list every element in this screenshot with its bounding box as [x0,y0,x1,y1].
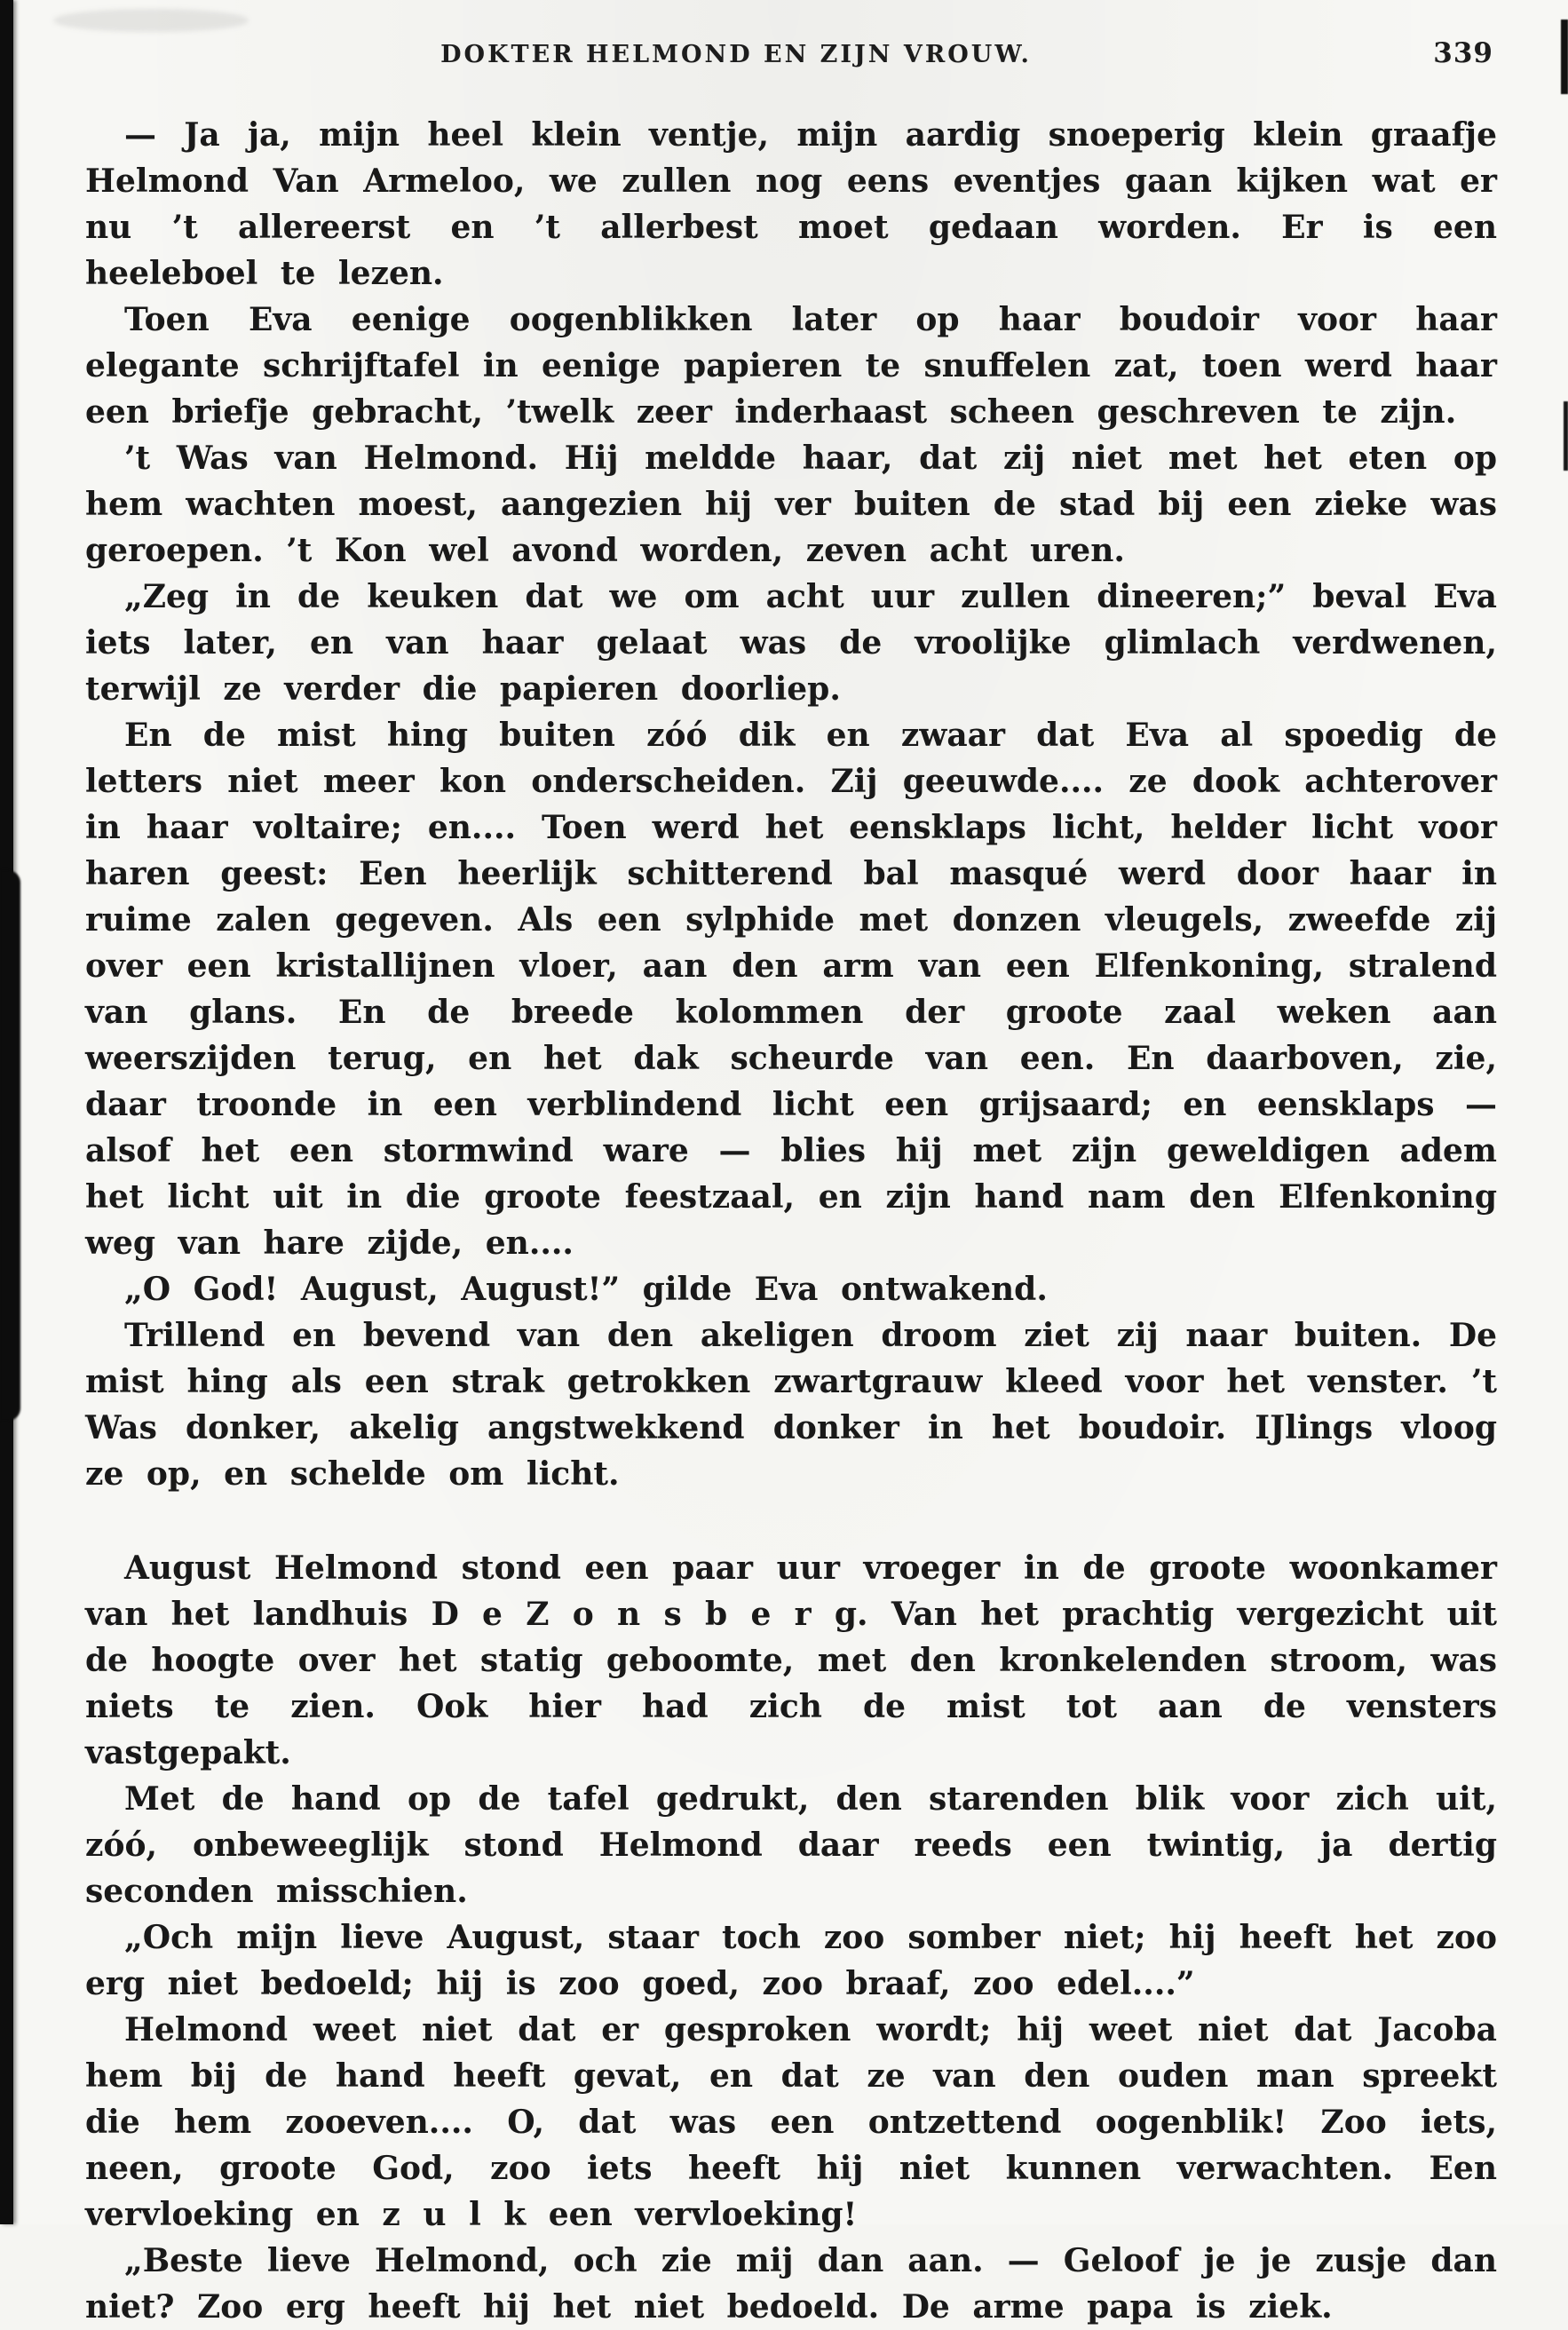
paragraph-12: „Beste lieve Helmond, och zie mij dan aan. — Geloof je je zusje dan niet? Zoo erg heeft hij het niet bedoeld. De arme papa is ziek. [85,2242,1497,2326]
paragraph-6: „O God! August, August!” gilde Eva ontwakend. [124,1271,1048,1308]
paragraph-4: „Zeg in de keuken dat we om acht uur zullen dineeren;” beval Eva iets later, en van haar gelaat was de vroolijke glimlach verdwenen, terwijl ze verder die papieren doorliep. [85,578,1497,708]
section-break [85,1497,1497,1545]
paragraph-7: Trillend en bevend van den akeligen droom ziet zij naar buiten. De mist hing als een strak getrokken zwartgrauw kleed voor het venster. ’t Was donker, akelig angstwekkend donker in het boudoir. IJlings vloog ze op, en schelde om licht. [85,1317,1497,1493]
page-header [85,37,1493,76]
paragraph-1: — Ja ja, mijn heel klein ventje, mijn aardig snoeperig klein graafje Helmond Van Armeloo, we zullen nog eens eventjes gaan kijken wat er nu ’t allereerst en ’t allerbest moet gedaan worden. Er is een heeleboel te lezen. [85,116,1497,292]
paragraph-11: Helmond weet niet dat er gesproken wordt; hij weet niet dat Jacoba hem bij de hand heeft gevat, en dat ze van den ouden man spreekt die hem zooeven.... O, dat was een ontzettend oogenblik! Zoo iets, neen, groote God, zoo iets heeft hij niet kunnen verwachten. Een vervloeking en z u l k een vervloeking! [85,2011,1497,2233]
page-number: 339 [1433,37,1493,69]
paragraph-10: „Och mijn lieve August, staar toch zoo somber niet; hij heeft het zoo erg niet bedoeld; hij is zoo goed, zoo braaf, zoo edel....” [85,1919,1497,2002]
paragraph-5: En de mist hing buiten zóó dik en zwaar dat Eva al spoedig de letters niet meer kon onderscheiden. Zij geeuwde.... ze dook achterover in haar voltaire; en.... Toen werd het eensklaps licht, helder licht voor haren geest: Een heerlijk schitterend bal masqué werd door haar in ruime zalen gegeven. Als een sylphide met donzen vleugels, zweefde zij over een kristallijnen vloer, aan den arm van een Elfenkoning, stralend van glans. En de breede kolommen der groote zaal weken aan weerszijden terug, en het dak scheurde van een. En daarboven, zie, daar troonde in een verblindend licht een grijsaard; en eensklaps — alsof het een stormwind ware — blies hij met zijn geweldigen adem het licht uit in die groote feestzaal, en zijn hand nam den Elfenkoning weg van hare zijde, en.... [85,717,1497,1262]
scan-artifact-right-edge [1564,401,1568,471]
paragraph-2: Toen Eva eenige oogenblikken later op haar boudoir voor haar elegante schrijftafel in eenige papieren te snuffelen zat, toen werd haar een briefje gebracht, ’twelk zeer inderhaast scheen geschreven te zijn. [85,301,1497,431]
paragraph-8: August Helmond stond een paar uur vroeger in de groote woonkamer van het landhuis D e Z o n s b e r g. Van het prachtig vergezicht uit de hoogte over het statig geboomte, met den kronkelenden stroom, was niets te zien. Ook hier had zich de mist tot aan de vensters vastgepakt. [85,1549,1497,1771]
scan-artifact-top-smudge [53,9,249,32]
paragraph-9: Met de hand op de tafel gedrukt, den starenden blik voor zich uit, zóó, onbeweeglijk stond Helmond daar reeds een twintig, ja dertig seconden misschien. [85,1780,1497,1910]
body-text [85,112,1497,2330]
scan-artifact-left-bulge [0,870,20,1421]
paragraph-3: ’t Was van Helmond. Hij meldde haar, dat zij niet met het eten op hem wachten moest, aangezien hij ver buiten de stad bij een zieke was geroepen. ’t Kon wel avond worden, zeven acht uren. [85,440,1497,569]
scan-artifact-top-right [1561,20,1568,94]
running-title: DOKTER HELMOND EN ZIJN VROUW. [440,41,1032,68]
